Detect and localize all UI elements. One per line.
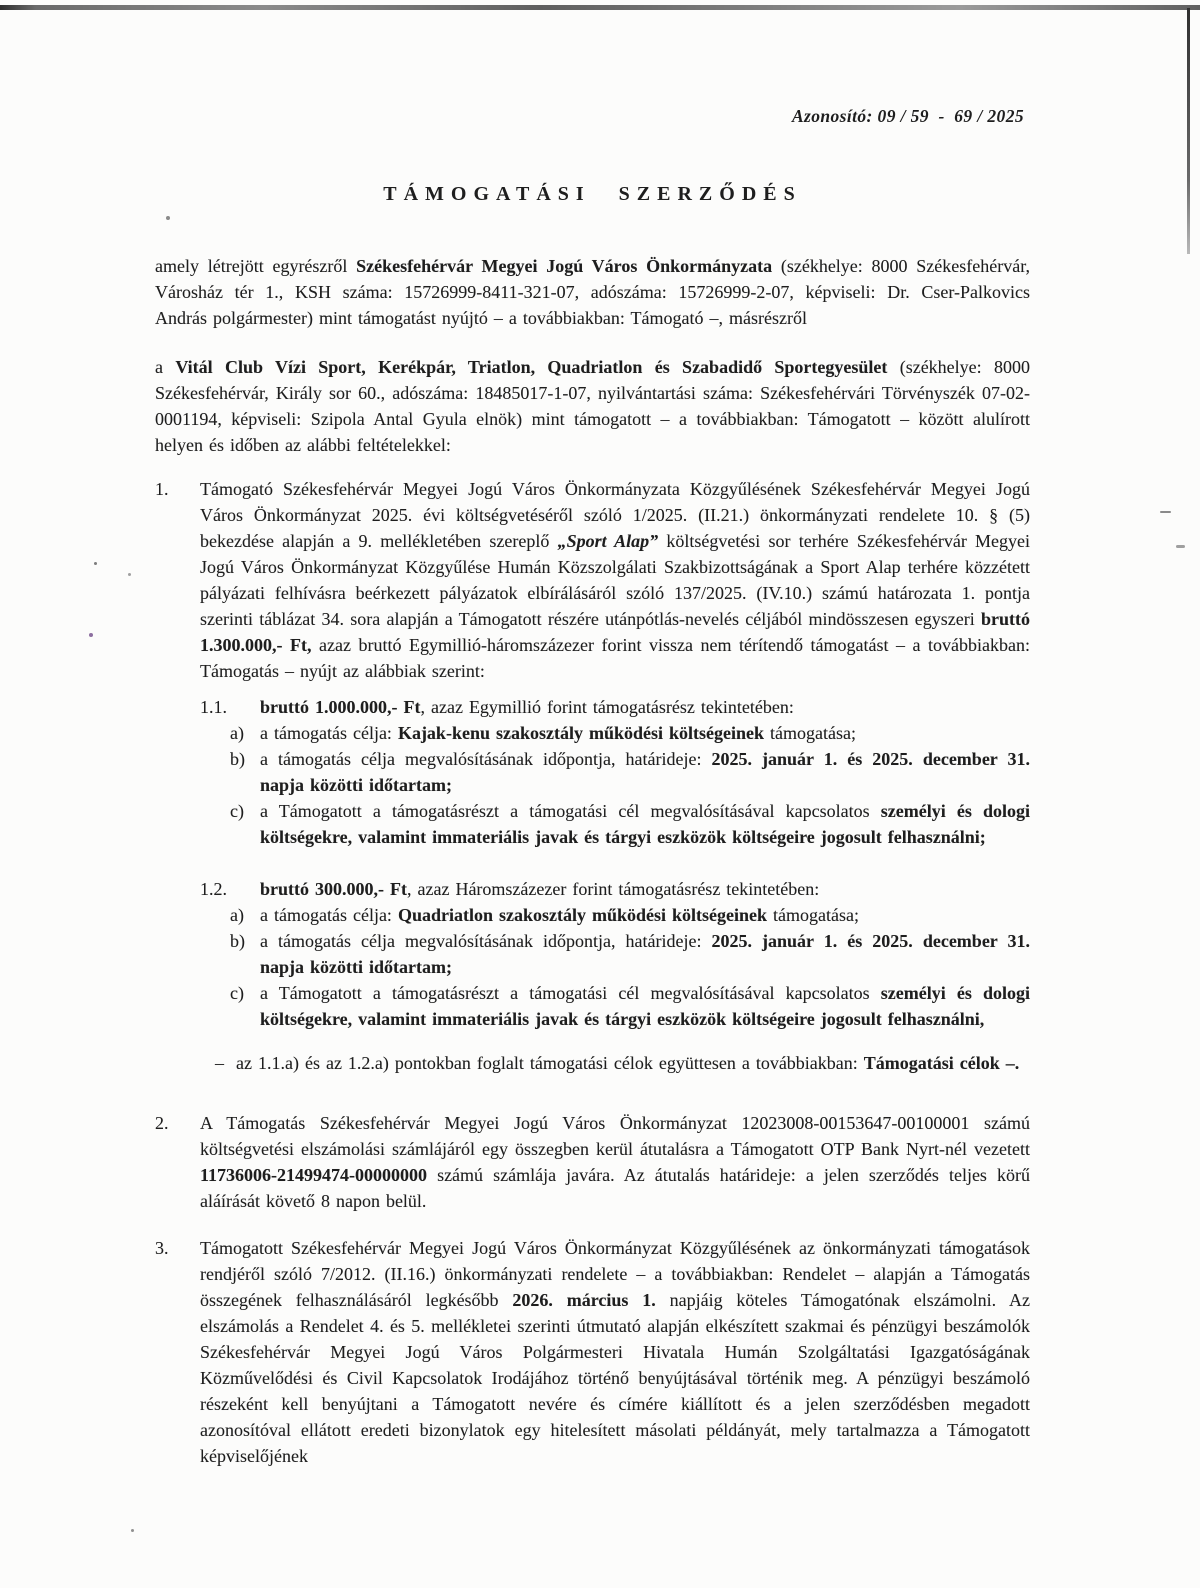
- clause-1-paragraph: Támogató Székesfehérvár Megyei Jogú Város Önkormányzata Közgyűlésének Székesfehérvár Megyei Jogú Város Önkormányzat 2025. évi költségvetéséről szóló 1/2025. (II.21.) önkormányzati rendelete 10. § (5) bekezdése alapján a 9. mellékletében szereplő „Sport Alap” költségvetési sor terhére Székesfehérvár Megyei Jogú Város Önkormányzat Közgyűlése Humán Közszolgálati Szakbizottságának a Sport Alap terhére közzétett pályázati felhívásra beérkezett pályázatok elbírálásáról szóló 137/2025. (IV.10.) számú határozata 1. pontja szerinti táblázat 34. sora alapján a Támogatott részére utánpótlás-nevelés céljából mindösszesen egyszeri bruttó 1.300.000,- Ft, azaz bruttó Egymillió-háromszázezer forint vissza nem térítendő támogatást – a továbbiakban: Támogatás – nyújt az alábbiak szerint:: [200, 479, 1031, 681]
- subclause-1-1: [200, 694, 1030, 850]
- point-1-2-a-marker: a): [230, 905, 244, 925]
- scan-noise-speck: [128, 573, 131, 576]
- clause-1-body: [200, 476, 1030, 1094]
- point-1-1-b-text: a támogatás célja megvalósításának időpontja, határideje: 2025. január 1. és 2025. december 31. napja közötti időtartam;: [260, 749, 1030, 795]
- clause-2: [155, 1110, 1030, 1214]
- point-1-2-b-text: a támogatás célja megvalósításának időpontja, határideje: 2025. január 1. és 2025. december 31. napja közötti időtartam;: [260, 931, 1030, 977]
- point-1-1-c-text: a Támogatott a támogatásrészt a támogatási cél megvalósításával kapcsolatos személyi és dologi költségekre, valamint immateriális javak és tárgyi eszközök költségeire jogosult felhasználni;: [260, 801, 1030, 847]
- point-1-1-c: [230, 798, 1030, 850]
- clause-1-dash-note: – az 1.1.a) és az 1.2.a) pontokban foglalt támogatási célok együttesen a továbbiakban: Támogatási célok –.: [215, 1053, 1020, 1073]
- clause-1-number: 1.: [155, 479, 169, 499]
- point-1-2-b-marker: b): [230, 931, 245, 951]
- point-1-1-a: [230, 720, 1030, 746]
- scan-noise-speck: [1160, 511, 1171, 513]
- point-1-2-c-marker: c): [230, 983, 244, 1003]
- scan-noise-speck: [89, 633, 93, 637]
- document-content: [155, 0, 1030, 1469]
- point-1-1-a-marker: a): [230, 723, 244, 743]
- point-1-2-c: [230, 980, 1030, 1032]
- subclause-1-2-head: bruttó 300.000,- Ft, azaz Háromszázezer forint támogatásrész tekintetében:: [260, 879, 820, 899]
- clause-3-number: 3.: [155, 1238, 169, 1258]
- clause-3-paragraph: Támogatott Székesfehérvár Megyei Jogú Város Önkormányzat Közgyűlésének az önkormányzati támogatások rendjéről szóló 7/2012. (II.16.) önkormányzati rendelete – a továbbiakban: Rendelet – alapján a Támogatás összegének felhasználásáról legkésőbb 2026. március 1. napjáig köteles Támogatónak elszámolni. Az elszámolás a Rendelet 4. és 5. mellékletei szerinti útmutató alapján elkészített szakmai és pénzügyi beszámolók Székesfehérvár Megyei Jogú Város Polgármesteri Hivatala Humán Szolgáltatási Igazgatóságának Közművelődési és Civil Kapcsolatok Irodájához történő benyújtásával történik meg. A pénzügyi beszámoló részeként kell benyújtani a Támogatott nevére és címére kiállított és a jelen szerződésben megadott azonosítóval ellátott eredeti bizonylatok egy hitelesített másolati példányát, mely tartalmazza a Támogatott képviselőjének: [200, 1238, 1031, 1466]
- clause-2-body: [200, 1110, 1030, 1214]
- document-title: TÁMOGATÁSI SZERZŐDÉS: [383, 183, 802, 205]
- point-1-2-a: [230, 902, 1030, 928]
- point-1-2-a-text: a támogatás célja: Quadriatlon szakosztály működési költségeinek támogatása;: [260, 905, 859, 925]
- clause-3-body: [200, 1235, 1030, 1469]
- point-1-2-b: [230, 928, 1030, 980]
- subclause-1-2: [200, 876, 1030, 1032]
- subclause-1-1-body: [230, 694, 1030, 850]
- scan-noise-speck: [1176, 545, 1185, 548]
- clause-3: [155, 1235, 1030, 1469]
- point-1-1-c-marker: c): [230, 801, 244, 821]
- subclause-1-2-body: [230, 876, 1030, 1032]
- clause-1: [155, 476, 1030, 1094]
- point-1-1-a-text: a támogatás célja: Kajak-kenu szakosztály működési költségeinek támogatása;: [260, 723, 856, 743]
- scan-noise-speck: [94, 562, 97, 565]
- subclause-1-1-head: bruttó 1.000.000,- Ft, azaz Egymillió forint támogatásrész tekintetében:: [260, 697, 794, 717]
- point-1-1-b: [230, 746, 1030, 798]
- preamble-party1-paragraph: amely létrejött egyrészről Székesfehérvár Megyei Jogú Város Önkormányzata (székhelye: 8000 Székesfehérvár, Városház tér 1., KSH száma: 15726999-8411-321-07, adószáma: 15726999-2-07, képviseli: Dr. Cser-Palkovics András polgármester) mint támogatást nyújtó – a továbbiakban: Támogató –, másrészről: [155, 256, 1031, 328]
- document-identifier: Azonosító: 09 / 59 - 69 / 2025: [791, 106, 1024, 126]
- scan-right-edge-artifact: [1187, 8, 1190, 254]
- subclause-1-1-label: 1.1.: [200, 697, 227, 717]
- clause-2-paragraph: A Támogatás Székesfehérvár Megyei Jogú Város Önkormányzat 12023008-00153647-00100001 számú költségvetési elszámolási számlájáról egy összegben kerül átutalásra a Támogatott OTP Bank Nyrt-nél vezetett 11736006-21499474-00000000 számú számlája javára. Az átutalás határideje: a jelen szerződés teljes körű aláírását követő 8 napon belül.: [200, 1113, 1030, 1211]
- scan-noise-speck: [131, 1529, 134, 1532]
- subclause-1-2-label: 1.2.: [200, 879, 227, 899]
- point-1-2-c-text: a Támogatott a támogatásrészt a támogatási cél megvalósításával kapcsolatos személyi és dologi költségekre, valamint immateriális javak és tárgyi eszközök költségeire jogosult felhasználni,: [260, 983, 1030, 1029]
- point-1-1-b-marker: b): [230, 749, 245, 769]
- preamble-party2-paragraph: a Vitál Club Vízi Sport, Kerékpár, Triatlon, Quadriatlon és Szabadidő Sportegyesület (székhelye: 8000 Székesfehérvár, Király sor 60., adószáma: 18485017-1-07, nyilvántartási száma: Székesfehérvári Törvényszék 07-02-0001194, képviseli: Szipola Antal Gyula elnök) mint támogatott – a továbbiakban: Támogatott – között alulírott helyen és időben az alábbi feltételekkel:: [155, 357, 1030, 455]
- clause-2-number: 2.: [155, 1113, 169, 1133]
